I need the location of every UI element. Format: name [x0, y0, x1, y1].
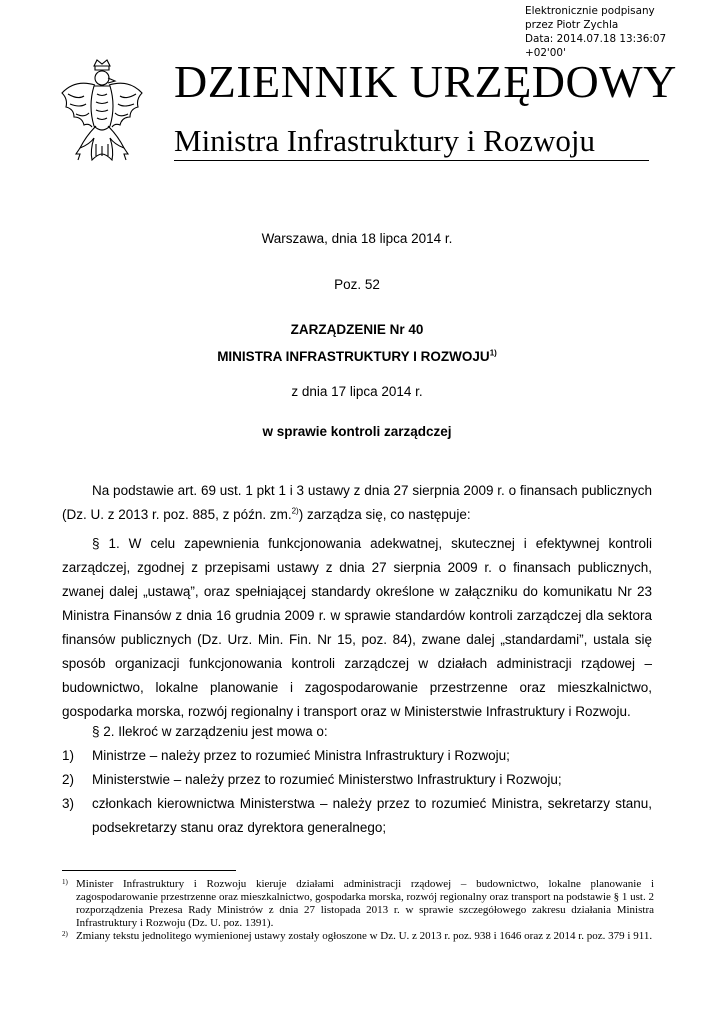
footnote-number: 1) — [62, 878, 68, 886]
list-item-number: 2) — [62, 772, 75, 787]
paragraph-2-intro-text: § 2. Ilekroć w zarządzeniu jest mowa o: — [92, 724, 328, 739]
signature-line: Elektronicznie podpisany — [525, 5, 655, 17]
electronic-signature-block — [525, 4, 720, 60]
footnote — [62, 930, 654, 943]
act-subject: w sprawie kontroli zarządczej — [262, 424, 452, 439]
header-divider — [174, 160, 649, 161]
act-issuer — [60, 349, 654, 364]
footnote-ref: 2) — [291, 506, 299, 516]
signature-line: przez Piotr Zychla — [525, 19, 619, 31]
footnote-number: 2) — [62, 930, 68, 938]
signature-line: Data: 2014.07.18 13:36:07 — [525, 33, 667, 45]
definitions-list — [62, 744, 652, 840]
journal-title: DZIENNIK URZĘDOWY — [174, 56, 677, 107]
issuer-text: MINISTRA INFRASTRUKTURY I ROZWOJU — [217, 349, 490, 364]
act-date: z dnia 17 lipca 2014 r. — [291, 384, 423, 399]
list-item-text: członkach kierownictwa Ministerstwa – należy przez to rozumieć Ministra, sekretarzy stanu, podsekretarzy stanu oraz dyrektora generalnego; — [92, 796, 652, 835]
preamble-text: Na podstawie art. 69 ust. 1 pkt 1 i 3 ustawy z dnia 27 sierpnia 2009 r. o finansach publicznych (Dz. U. z 2013 r. poz. 885, z późn. zm. — [62, 483, 652, 522]
place-date: Warszawa, dnia 18 lipca 2014 r. — [261, 231, 453, 246]
position-number: Poz. 52 — [334, 277, 380, 292]
preamble-text-end: ) zarządza się, co następuje: — [298, 507, 471, 522]
list-item-text: Ministrze – należy przez to rozumieć Ministra Infrastruktury i Rozwoju; — [92, 748, 510, 763]
footnote — [62, 878, 654, 930]
paragraph-1-text: § 1. W celu zapewnienia funkcjonowania adekwatnej, skutecznej i efektywnej kontroli zarządczej, zgodnej z przepisami ustawy z dnia 27 sierpnia 2009 r. o finansach publicznych, zwanej dalej „ustawą”, oraz spełniającej standardy określone w załączniku do komunikatu Nr 23 Ministra Finansów z dnia 16 grudnia 2009 r. w sprawie standardów kontroli zarządczej dla sektora finansów publicznych (Dz. Urz. Min. Fin. Nr 15, poz. 84), zwane dalej „standardami”, ustala się sposób organizacji funkcjonowania kontroli zarządczej w działach administracji rządowej – budownictwo, lokalne planowanie i zagospodarowanie przestrzenne oraz mieszkalnictwo, gospodarka morska, rozwój regionalny i transport oraz w Ministerstwie Infrastruktury i Rozwoju. — [62, 536, 652, 719]
list-item — [62, 768, 652, 792]
footnote-divider — [62, 870, 236, 871]
paragraph-1 — [62, 532, 652, 724]
signature-line: +02'00' — [525, 47, 566, 59]
eagle-emblem-icon — [56, 58, 148, 168]
footnotes — [62, 878, 654, 943]
list-item-text: Ministerstwie – należy przez to rozumieć Ministerstwo Infrastruktury i Rozwoju; — [92, 772, 562, 787]
footnote-ref: 1) — [489, 348, 497, 358]
list-item — [62, 792, 652, 840]
list-item — [62, 744, 652, 768]
footnote-text: Minister Infrastruktury i Rozwoju kieruje działami administracji rządowej – budownictwo, lokalne planowanie i zagospodarowanie przestrzenne oraz mieszkalnictwo, gospodarka morska, rozwój regionalny oraz transport na podstawie § 1 ust. 2 rozporządzenia Prezesa Rady Ministrów z dnia 27 listopada 2013 r. w sprawie szczegółowego zakresu działania Ministra Infrastruktury i Rozwoju (Dz. U. poz. 1391). — [76, 878, 654, 929]
list-item-number: 1) — [62, 748, 75, 763]
preamble — [62, 479, 652, 527]
act-title: ZARZĄDZENIE Nr 40 — [290, 322, 424, 337]
list-item-number: 3) — [62, 796, 75, 811]
journal-subtitle: Ministra Infrastruktury i Rozwoju — [174, 123, 596, 158]
footnote-text: Zmiany tekstu jednolitego wymienionej ustawy zostały ogłoszone w Dz. U. z 2013 r. poz. 938 i 1646 oraz z 2014 r. poz. 379 i 911. — [76, 930, 653, 942]
paragraph-2-intro — [62, 720, 652, 744]
